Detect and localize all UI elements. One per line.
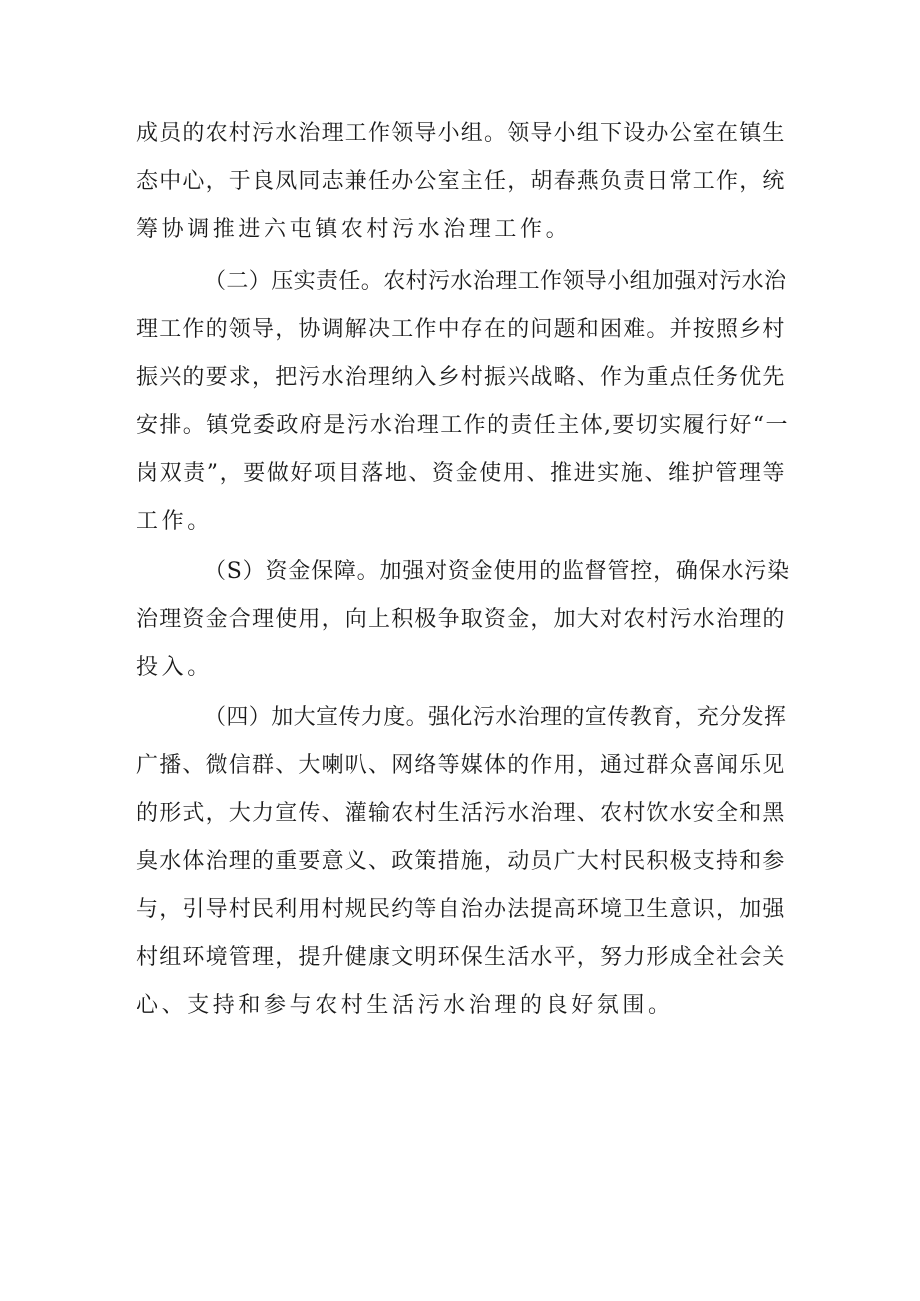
text-line: 的形式，大力宣传、灌输农村生活污水治理、农村饮水安全和黑 (136, 801, 786, 826)
text-line: 筹协调推进六屯镇农村污水治理工作。 (136, 217, 572, 242)
text-line: 振兴的要求，把污水治理纳入乡村振兴战略、作为重点任务优先 (136, 365, 786, 390)
text-line: 岗双责”，要做好项目落地、资金使用、推进实施、维护管理等 (136, 461, 787, 486)
text-line: 广播、微信群、大喇叭、网络等媒体的作用，通过群众喜闻乐见 (136, 753, 786, 778)
text-line: 安排。镇党委政府是污水治理工作的责任主体,要切实履行好“一 (136, 413, 789, 438)
text-line: 投入。 (136, 655, 213, 680)
paragraph-heading-line: （四）加大宣传力度。强化污水治理的宣传教育，充分发挥 (204, 705, 787, 730)
text-line: 心、支持和参与农村生活污水治理的良好氛围。 (136, 993, 674, 1018)
text-line: 理工作的领导，协调解决工作中存在的问题和困难。并按照乡村 (136, 317, 786, 342)
text-line: 臭水体治理的重要意义、政策措施，动员广大村民积极支持和参 (136, 849, 786, 874)
text-line: 与，引导村民利用村规民约等自治办法提高环境卫生意识，加强 (136, 897, 786, 922)
text-line: 村组环境管理，提升健康文明环保生活水平，努力形成全社会关 (136, 945, 786, 970)
text-line: 成员的农村污水治理工作领导小组。领导小组下设办公室在镇生 (136, 121, 786, 146)
paragraph-heading-line: （S）资金保障。加强对资金使用的监督管控，确保水污染 (204, 559, 790, 584)
text-line: 治理资金合理使用，向上积极争取资金，加大对农村污水治理的 (136, 607, 786, 632)
text-line: 工作。 (136, 509, 213, 534)
text-line: 态中心，于良凤同志兼任办公室主任，胡春燕负责日常工作，统 (136, 169, 786, 194)
paragraph-heading-line: （二）压实责任。农村污水治理工作领导小组加强对污水治 (204, 269, 787, 294)
